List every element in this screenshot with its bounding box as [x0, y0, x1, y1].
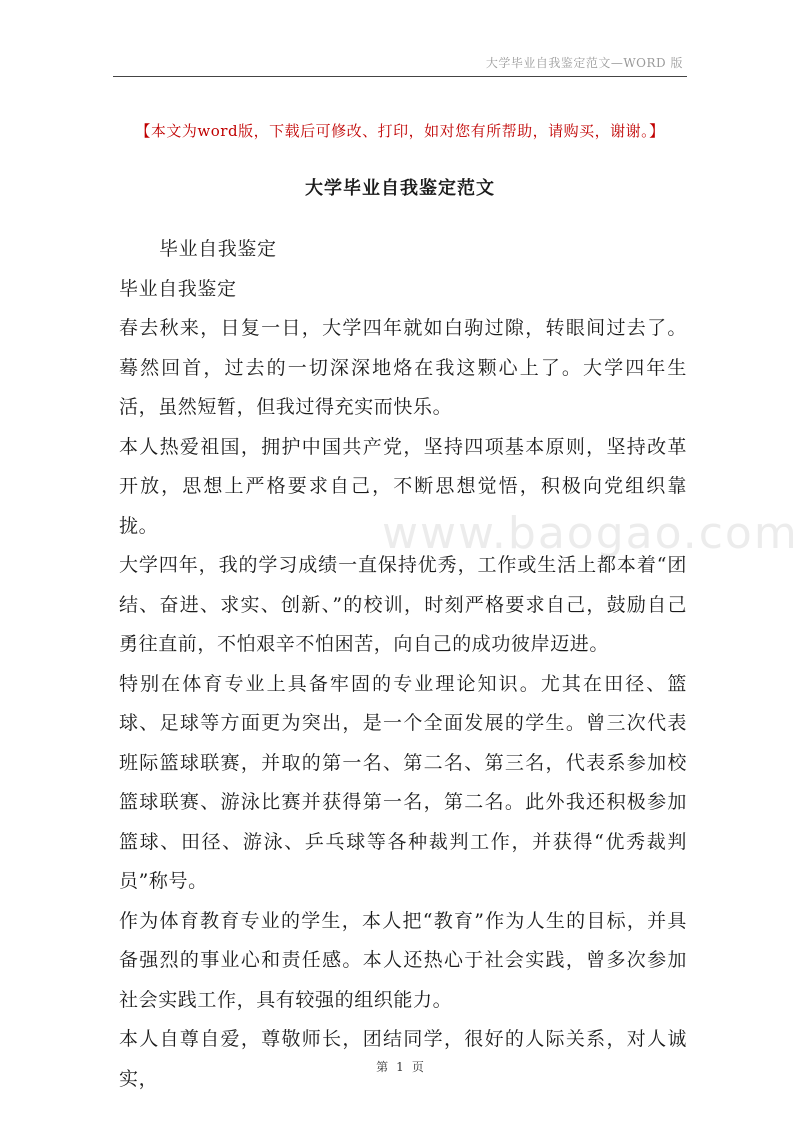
- subheading-indented: 毕业自我鉴定: [159, 238, 277, 260]
- document-body: [119, 230, 687, 1099]
- page-suffix: 页: [411, 1060, 424, 1074]
- purchase-notice: 【本文为word版，下载后可修改、打印，如对您有所帮助，请购买，谢谢。】: [135, 122, 665, 140]
- page-prefix: 第: [376, 1060, 389, 1074]
- page-footer: [0, 1058, 800, 1075]
- watermark: www.baogao.com: [382, 508, 799, 559]
- subheading: 毕业自我鉴定: [119, 277, 237, 300]
- running-header: 大学毕业自我鉴定范文—WORD 版: [485, 56, 683, 70]
- paragraph-study: 大学四年，我的学习成绩一直保持优秀，工作或生活上都本着“团结、奋进、求实、创新、”的校训，时刻严格要求自己，鼓励自己勇往直前，不怕艰辛不怕困苦，向自己的成功彼岸迈进。: [119, 554, 687, 655]
- document-title: 大学毕业自我鉴定范文: [305, 178, 495, 199]
- paragraph-intro: 春去秋来，日复一日，大学四年就如白驹过隙，转眼间过去了。蓦然回首，过去的一切深深地烙在我这颗心上了。大学四年生活，虽然短暂，但我过得充实而快乐。: [119, 317, 687, 418]
- header-divider: [113, 76, 687, 77]
- paragraph-sports: 特别在体育专业上具备牢固的专业理论知识。尤其在田径、篮球、足球等方面更为突出，是一个全面发展的学生。曾三次代表班际篮球联赛，并取的第一名、第二名、第三名，代表系参加校篮球联赛、游泳比赛并获得第一名，第二名。此外我还积极参加篮球、田径、游泳、乒乓球等各种裁判工作，并获得“优秀裁判员”称号。: [119, 672, 687, 892]
- paragraph-character: 本人自尊自爱，尊敬师长，团结同学，很好的人际关系，对人诚实，: [119, 1028, 687, 1090]
- paragraph-education: 作为体育教育专业的学生，本人把“教育”作为人生的目标，并具备强烈的事业心和责任感。本人还热心于社会实践，曾多次参加社会实践工作，具有较强的组织能力。: [119, 909, 687, 1011]
- page-number: 1: [396, 1060, 404, 1074]
- paragraph-politics: 本人热爱祖国，拥护中国共产党，坚持四项基本原则，坚持改革开放，思想上严格要求自己，不断思想觉悟，积极向党组织靠拢。: [119, 435, 687, 537]
